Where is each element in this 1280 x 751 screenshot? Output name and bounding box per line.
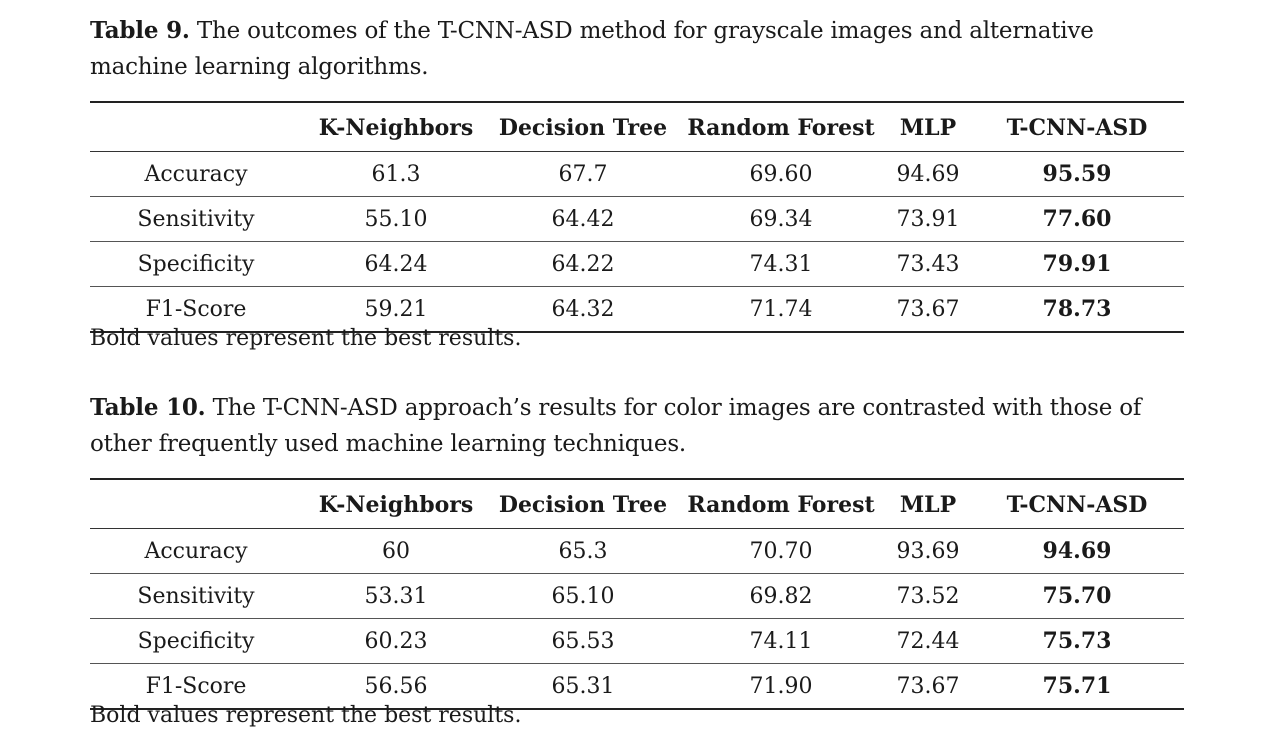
table-10-caption (90, 390, 1184, 462)
best-value-cell: 75.70 (1042, 583, 1112, 609)
table-10-caption-block (90, 390, 1184, 462)
row-metric-specificity: Specificity (137, 628, 255, 654)
table-10-caption-label: Table 10. (90, 394, 206, 421)
table-cell: 71.74 (749, 296, 813, 322)
table-cell: 73.67 (896, 296, 960, 322)
row-metric-accuracy: Accuracy (144, 161, 248, 187)
column-header-metric (90, 479, 302, 529)
table-cell: 64.32 (551, 296, 615, 322)
table-header-row (90, 102, 1184, 152)
table-cell: 70.70 (749, 538, 813, 564)
best-value-cell: 78.73 (1042, 296, 1112, 322)
table-cell: 56.56 (364, 673, 428, 699)
row-metric-f1-score: F1-Score (145, 673, 247, 699)
column-header-mlp: MLP (899, 492, 957, 518)
column-header-mlp: MLP (899, 115, 957, 141)
table-row (90, 197, 1184, 242)
table-cell: 59.21 (364, 296, 428, 322)
table-cell: 61.3 (371, 161, 421, 187)
table-9-caption-block (90, 13, 1184, 85)
table-cell: 60 (382, 538, 410, 564)
table-9 (90, 101, 1184, 333)
column-header-k-neighbors: K-Neighbors (318, 115, 474, 141)
column-header-k-neighbors: K-Neighbors (318, 492, 474, 518)
table-cell: 73.52 (896, 583, 960, 609)
table-9-caption-label: Table 9. (90, 17, 190, 44)
table-cell: 55.10 (364, 206, 428, 232)
best-value-cell: 95.59 (1042, 161, 1112, 187)
table-cell: 53.31 (364, 583, 428, 609)
table-cell: 69.34 (749, 206, 813, 232)
table-cell: 73.91 (896, 206, 960, 232)
table-row (90, 242, 1184, 287)
table-10-caption-text: The T-CNN-ASD approach’s results for color images are contrasted with those of other frequently used machine learning techniques. (90, 395, 1142, 457)
best-value-cell: 77.60 (1042, 206, 1112, 232)
table-header-row (90, 479, 1184, 529)
table-cell: 64.24 (364, 251, 428, 277)
table-row (90, 529, 1184, 574)
table-row (90, 619, 1184, 664)
table-cell: 93.69 (896, 538, 960, 564)
row-metric-f1-score: F1-Score (145, 296, 247, 322)
column-header-decision-tree: Decision Tree (498, 492, 668, 518)
table-cell: 64.42 (551, 206, 615, 232)
table-cell: 64.22 (551, 251, 615, 277)
column-header-t-cnn-asd: T-CNN-ASD (1006, 115, 1148, 141)
table-9-note: Bold values represent the best results. (90, 326, 522, 351)
best-value-cell: 94.69 (1042, 538, 1112, 564)
row-metric-sensitivity: Sensitivity (137, 206, 255, 232)
table-cell: 65.3 (558, 538, 608, 564)
column-header-decision-tree: Decision Tree (498, 115, 668, 141)
table-row (90, 574, 1184, 619)
best-value-cell: 75.71 (1042, 673, 1112, 699)
column-header-t-cnn-asd: T-CNN-ASD (1006, 492, 1148, 518)
column-header-metric (90, 102, 302, 152)
table-9-caption-text: The outcomes of the T-CNN-ASD method for grayscale images and alternative machine learning algorithms. (90, 18, 1094, 80)
table-9-caption (90, 13, 1184, 85)
best-value-cell: 79.91 (1042, 251, 1112, 277)
table-10-note: Bold values represent the best results. (90, 703, 522, 728)
table-cell: 74.11 (749, 628, 813, 654)
column-header-random-forest: Random Forest (687, 115, 875, 141)
table-10 (90, 478, 1184, 710)
table-cell: 73.43 (896, 251, 960, 277)
best-value-cell: 75.73 (1042, 628, 1112, 654)
table-cell: 73.67 (896, 673, 960, 699)
column-header-random-forest: Random Forest (687, 492, 875, 518)
table-cell: 65.10 (551, 583, 615, 609)
table-cell: 65.53 (551, 628, 615, 654)
row-metric-accuracy: Accuracy (144, 538, 248, 564)
table-cell: 72.44 (896, 628, 960, 654)
table-cell: 94.69 (896, 161, 960, 187)
table-cell: 69.82 (749, 583, 813, 609)
table-cell: 71.90 (749, 673, 813, 699)
row-metric-specificity: Specificity (137, 251, 255, 277)
table-row (90, 152, 1184, 197)
row-metric-sensitivity: Sensitivity (137, 583, 255, 609)
table-cell: 65.31 (551, 673, 615, 699)
table-cell: 67.7 (558, 161, 608, 187)
table-cell: 74.31 (749, 251, 813, 277)
table-cell: 69.60 (749, 161, 813, 187)
table-cell: 60.23 (364, 628, 428, 654)
